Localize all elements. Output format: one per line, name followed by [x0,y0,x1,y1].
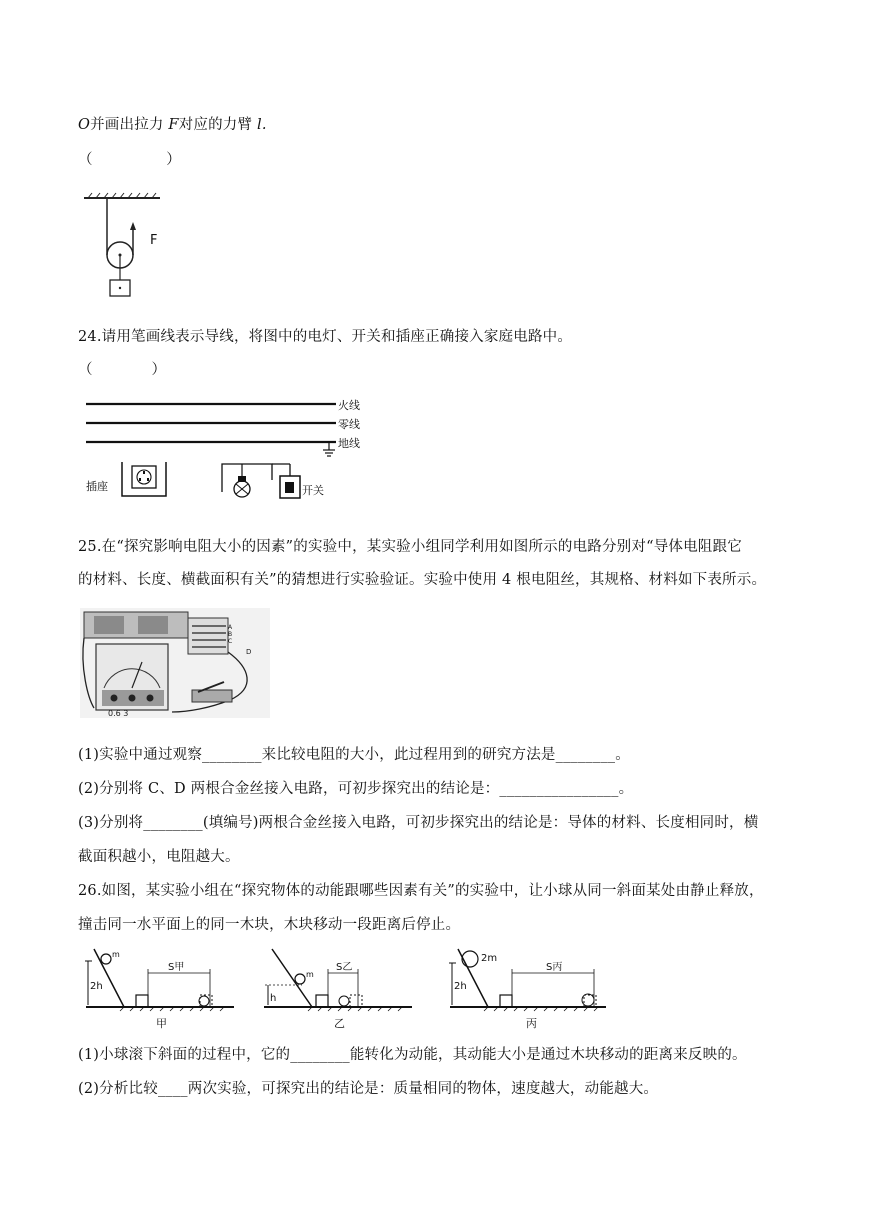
fig-jia-mass: m [112,950,120,959]
q23-fig-label-F: F [150,233,158,248]
q23-pulley-figure [80,192,170,302]
fig-bing-distance: S丙 [546,962,563,973]
fig-jia-caption: 甲 [156,1017,167,1030]
q25-circuit-photo [80,608,270,718]
fig-jia-distance: S甲 [168,962,185,973]
q23-text-part2: 对应的力臂 [178,117,253,133]
q23-pivot-O: O [78,117,91,133]
fig-jia-height: 2h [90,981,103,992]
switch-label: 开关 [302,484,324,497]
q24-question: 24.请用笔画线表示导线，将图中的电灯、开关和插座正确接入家庭电路中。 [78,329,573,345]
fig-bing-mass: 2m [481,953,498,964]
socket-icon [122,462,166,496]
socket-label: 插座 [86,480,108,493]
q26-figure-jia [84,945,254,1030]
wire-D-label: D [246,648,252,656]
q25-sub3-line2: 截面积越小，电阻越大。 [78,849,240,865]
ammeter-range-label: 0.6 3 [108,709,129,718]
q26-text-line2: 撞击同一水平面上的同一木块，木块移动一段距离后停止。 [78,917,461,933]
q25-sub3-line1: (3)分别将________(填编号)两根合金丝接入电路，可初步探究出的结论是：导体的材料、长度相同时，横 [78,815,759,831]
fig-yi-height: h [270,993,277,1004]
q25-text-line2: 的材料、长度、横截面积有关”的猜想进行实验验证。实验中使用 4 根电阻丝，其规格、材料如下表所示。 [78,572,767,588]
q23-arm-l: l. [256,117,267,133]
q25-text-line1: 25.在“探究影响电阻大小的因素”的实验中，某实验小组同学利用如图所示的电路分别对“导体电阻跟它 [78,539,742,555]
lamp-icon [222,464,272,497]
q26-sub2: (2)分析比较____两次实验，可探究出的结论是：质量相同的物体，速度越大，动能越大。 [78,1081,659,1097]
q24-circuit-figure [80,392,380,507]
fig-bing-height: 2h [454,981,467,992]
fig-yi-caption: 乙 [334,1017,345,1030]
q25-sub2: (2)分别将 C、D 两根合金丝接入电路，可初步探究出的结论是：________________。 [78,781,634,797]
q24-answer-blank: （ ） [78,362,167,378]
q23-text-part1: 并画出拉力 [90,117,164,133]
q26-figure-yi [262,945,432,1030]
neutral-wire-label: 零线 [338,418,360,431]
q23-answer-blank: （ ） [78,152,181,168]
wire-C-label: C [228,638,233,645]
wire-B-label: B [228,631,233,638]
q26-sub1: (1)小球滚下斜面的过程中，它的________能转化为动能，其动能大小是通过木块移动的距离来反映的。 [78,1047,747,1063]
fig-yi-distance: S乙 [336,962,353,973]
ground-wire-label: 地线 [338,437,360,450]
q26-figure-bing [448,945,628,1030]
q23-force-F: F [168,117,179,133]
wire-A-label: A [228,624,233,631]
fig-yi-mass: m [306,970,314,979]
fig-bing-caption: 丙 [526,1017,537,1030]
q23-instruction [78,113,267,134]
switch-icon [272,464,300,498]
q26-text-line1: 26.如图，某实验小组在“探究物体的动能跟哪些因素有关”的实验中，让小球从同一斜面某处由静止释放， [78,883,764,899]
q25-sub1: (1)实验中通过观察________来比较电阻的大小，此过程用到的研究方法是________。 [78,747,630,763]
live-wire-label: 火线 [338,399,360,412]
